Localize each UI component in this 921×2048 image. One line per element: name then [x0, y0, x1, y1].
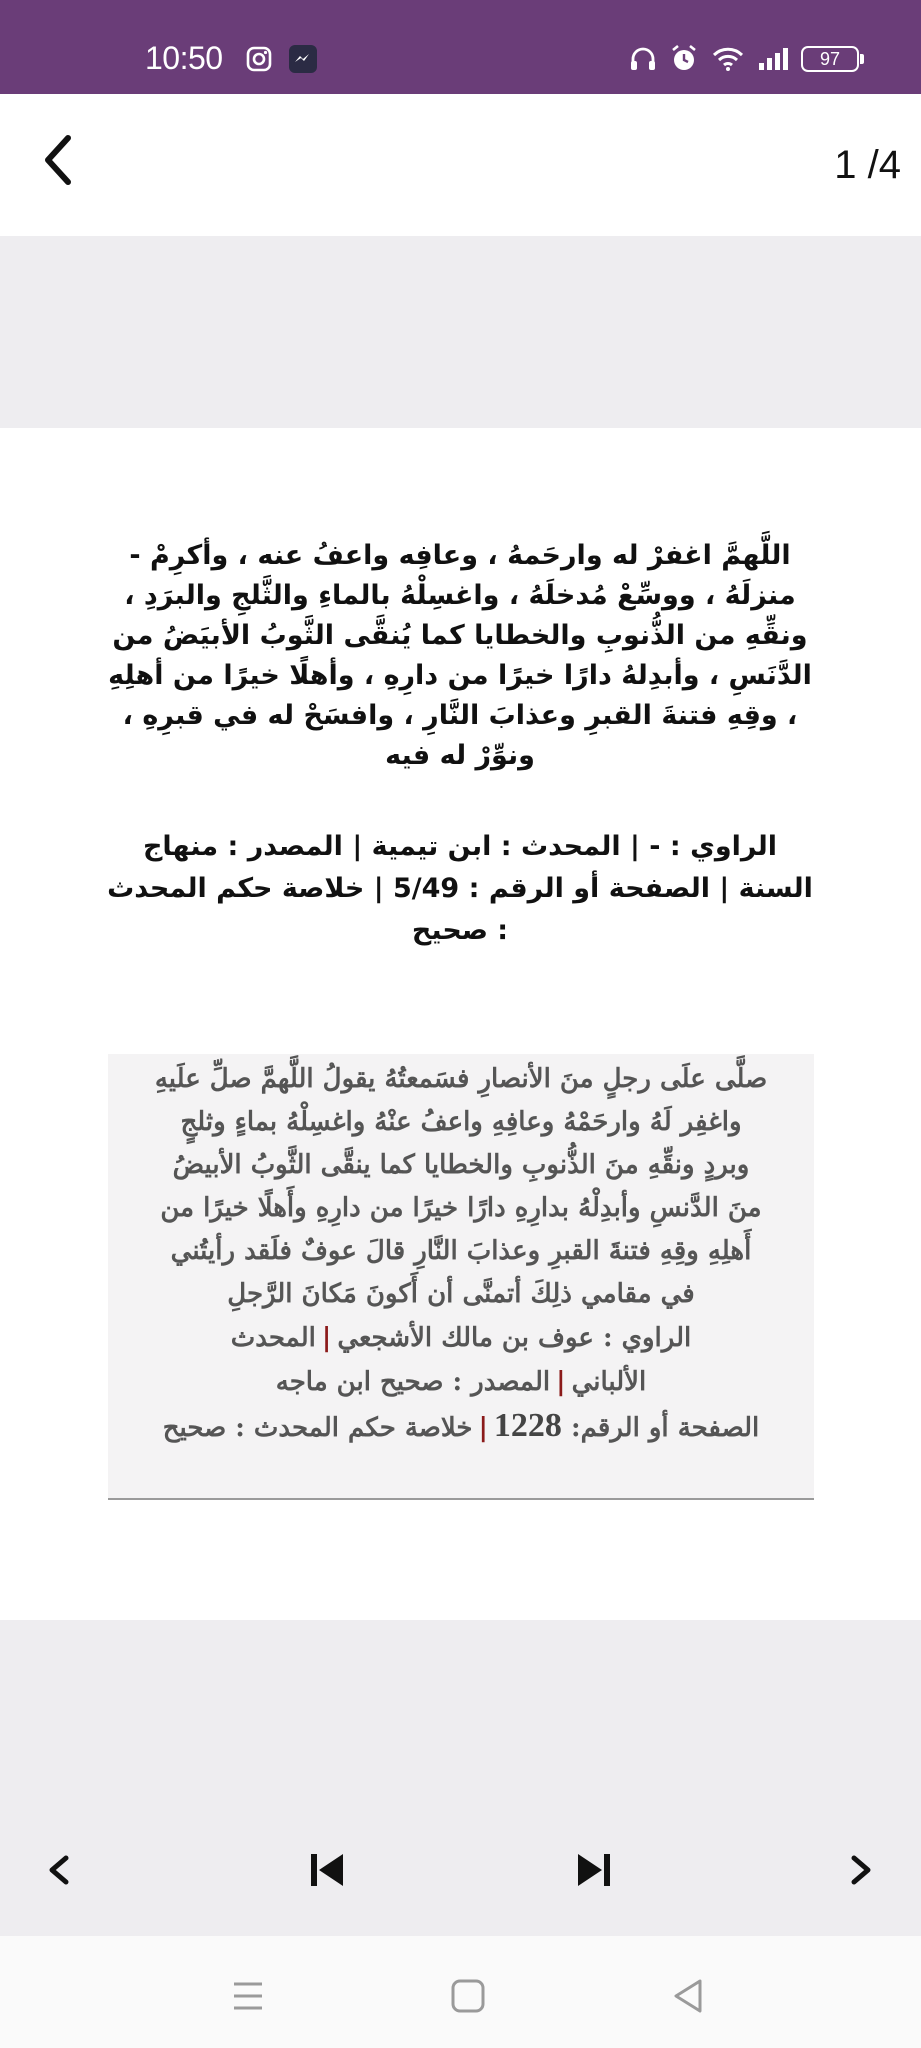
system-back-button[interactable]: [668, 1976, 708, 2016]
dua-source: [100, 826, 820, 952]
ruling-text: خلاصة حكم المحدث : صحيح: [162, 1413, 473, 1443]
wifi-icon: [711, 46, 745, 72]
bottom-nav-band: [0, 1620, 921, 1936]
dua-text: [100, 536, 820, 776]
next-button[interactable]: [830, 1840, 890, 1900]
back-button[interactable]: [36, 130, 80, 190]
separator: |: [321, 1323, 332, 1353]
hadith-line: أَهلِهِ وقِهِ فتنةَ القبرِ وعذابَ النَّارِ قالَ عوفٌ فلَقد رأيتُني: [170, 1236, 752, 1266]
hadith-line: صلَّى علَى رجلٍ منَ الأنصارِ فسَمعتُهُ يقولُ اللَّهمَّ صلِّ علَيهِ: [154, 1064, 768, 1094]
menu-icon: [228, 1976, 268, 2016]
chevron-left-icon: [40, 1850, 80, 1890]
page-label: الصفحة أو الرقم:: [570, 1413, 760, 1443]
battery-icon: 97: [801, 46, 859, 72]
dua-line: منزلَهُ ، ووسِّعْ مُدخلَهُ ، واغسِلْهُ بالماءِ والثَّلجِ والبرَدِ ،: [124, 580, 796, 611]
chevron-left-icon: [36, 130, 80, 190]
page-content: [0, 428, 921, 1620]
alarm-icon: [669, 44, 699, 74]
hadith-source-line: [108, 1360, 814, 1404]
source-line: : صحيح: [411, 915, 509, 946]
muhaddith-value: الألباني: [571, 1367, 647, 1397]
status-time: 10:50: [145, 40, 223, 76]
status-bar: [0, 0, 921, 94]
separator: |: [478, 1413, 488, 1443]
hadith-card: [108, 1054, 814, 1500]
hadith-ruling-line: [108, 1404, 814, 1450]
hadith-line: واغفِر لَهُ وارحَمْهُ وعافِهِ واعفُ عنْهُ واغسِلْهُ بماءٍ وثلجٍ: [180, 1107, 742, 1137]
hadith-line: وبردٍ ونقِّهِ منَ الذُّنوبِ والخطايا كما ينقَّى الثَّوبُ الأبيضُ: [172, 1150, 750, 1180]
square-icon: [448, 1976, 488, 2016]
messenger-icon: [288, 44, 318, 74]
hadith-line: منَ الدَّنسِ وأبدِلْهُ بدارِهِ دارًا خيرًا من دارِهِ وأَهلًا خيرًا من: [160, 1193, 762, 1223]
hadith-text: [108, 1054, 814, 1316]
dua-line: ونوِّرْ له فيه: [385, 740, 535, 771]
hadith-narrator-line: [108, 1316, 814, 1360]
home-button[interactable]: [448, 1976, 488, 2016]
notification-icons: [246, 44, 318, 74]
first-page-button[interactable]: [297, 1840, 357, 1900]
instagram-icon: [246, 46, 272, 72]
signal-icon: [757, 47, 789, 71]
previous-button[interactable]: [30, 1840, 90, 1900]
skip-previous-icon: [305, 1848, 349, 1892]
chevron-right-icon: [840, 1850, 880, 1890]
last-page-button[interactable]: [564, 1840, 624, 1900]
page-indicator: 1 /4: [834, 143, 901, 187]
app-header: [0, 94, 921, 236]
dua-line: الدَّنَسِ ، وأبدِلهُ دارًا خيرًا من دارِهِ ، وأهلًا خيرًا من أهلِهِ: [108, 660, 812, 691]
dua-line: اللَّهمَّ اغفرْ له وارحَمهُ ، وعافِه واعفُ عنه ، وأكرِمْ -: [129, 540, 791, 571]
dua-line: ، وقِهِ فتنةَ القبرِ وعذابَ النَّارِ ، وافسَحْ له في قبرِهِ ،: [122, 700, 798, 731]
system-navigation-bar: [0, 1936, 921, 2048]
source-line: الراوي : - | المحدث : ابن تيمية | المصدر : منهاج: [142, 831, 778, 862]
recent-apps-button[interactable]: [228, 1976, 268, 2016]
narrator-label: الراوي : عوف بن مالك الأشجعي: [337, 1323, 692, 1353]
top-spacer-band: [0, 236, 921, 428]
triangle-back-icon: [668, 1976, 708, 2016]
source-line: السنة | الصفحة أو الرقم : 5/49 | خلاصة حكم المحدث: [107, 873, 813, 904]
dua-line: ونقِّهِ من الذُّنوبِ والخطايا كما يُنقَّى الثَّوبُ الأبيَضُ من: [112, 620, 808, 651]
headphones-icon: [629, 46, 657, 72]
source-label: المصدر : صحيح ابن ماجه: [275, 1367, 551, 1397]
muhaddith-label: المحدث: [230, 1323, 316, 1353]
page-number: 1228: [493, 1407, 562, 1444]
hadith-line: في مقامي ذلِكَ أتمنَّى أن أَكونَ مَكانَ الرَّجلِ: [227, 1279, 695, 1309]
skip-next-icon: [572, 1848, 616, 1892]
system-status-icons: [629, 44, 859, 74]
separator: |: [556, 1367, 566, 1397]
